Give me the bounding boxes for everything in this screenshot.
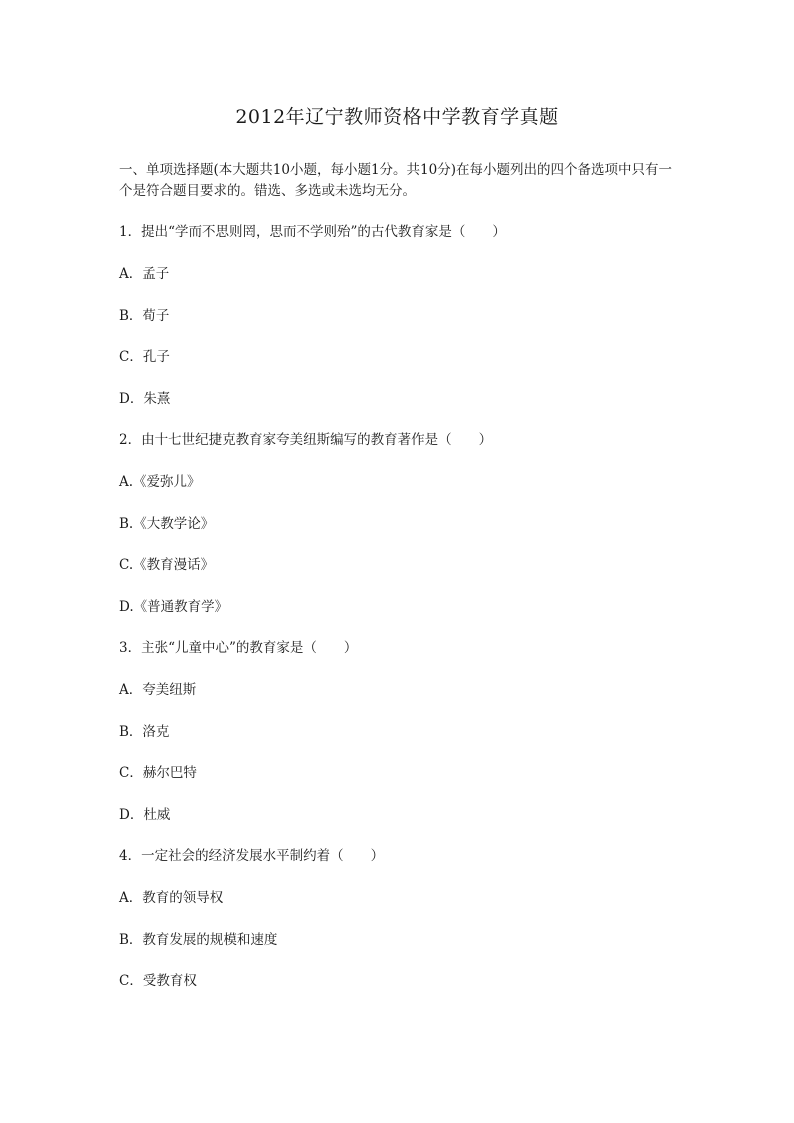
answer-option[interactable]: B．洛克 [119,724,170,740]
answer-option[interactable]: B．荀子 [119,308,170,324]
answer-option[interactable]: A.《爱弥儿》 [119,474,201,490]
question-stem: 2．由十七世纪捷克教育家夸美纽斯编写的教育著作是（ ） [119,432,493,448]
answer-option[interactable]: C．孔子 [119,349,170,365]
answer-option[interactable]: A．教育的领导权 [119,890,224,906]
answer-option[interactable]: A．孟子 [119,266,170,282]
answer-option[interactable]: C.《教育漫话》 [119,557,215,573]
answer-option[interactable]: B.《大教学论》 [119,516,215,532]
answer-option[interactable]: C．赫尔巴特 [119,765,197,781]
document-title: 2012年辽宁教师资格中学教育学真题 [235,106,559,128]
answer-option[interactable]: A．夸美纽斯 [119,682,197,698]
question-stem: 1．提出“学而不思则罔，思而不学则殆”的古代教育家是（ ） [119,224,506,240]
answer-option[interactable]: B．教育发展的规模和速度 [119,932,278,948]
answer-option[interactable]: D．朱熹 [119,391,171,407]
question-stem: 4．一定社会的经济发展水平制约着（ ） [119,848,385,864]
answer-option[interactable]: D.《普通教育学》 [119,599,229,615]
answer-option[interactable]: C．受教育权 [119,973,197,989]
section-intro: 一、单项选择题(本大题共10小题，每小题1分。共10分)在每小题列出的四个备选项中只有一个是符合题目要求的。错选、多选或未选均无分。 [119,162,672,199]
answer-option[interactable]: D．杜威 [119,807,171,823]
question-stem: 3．主张“儿童中心”的教育家是（ ） [119,640,358,656]
